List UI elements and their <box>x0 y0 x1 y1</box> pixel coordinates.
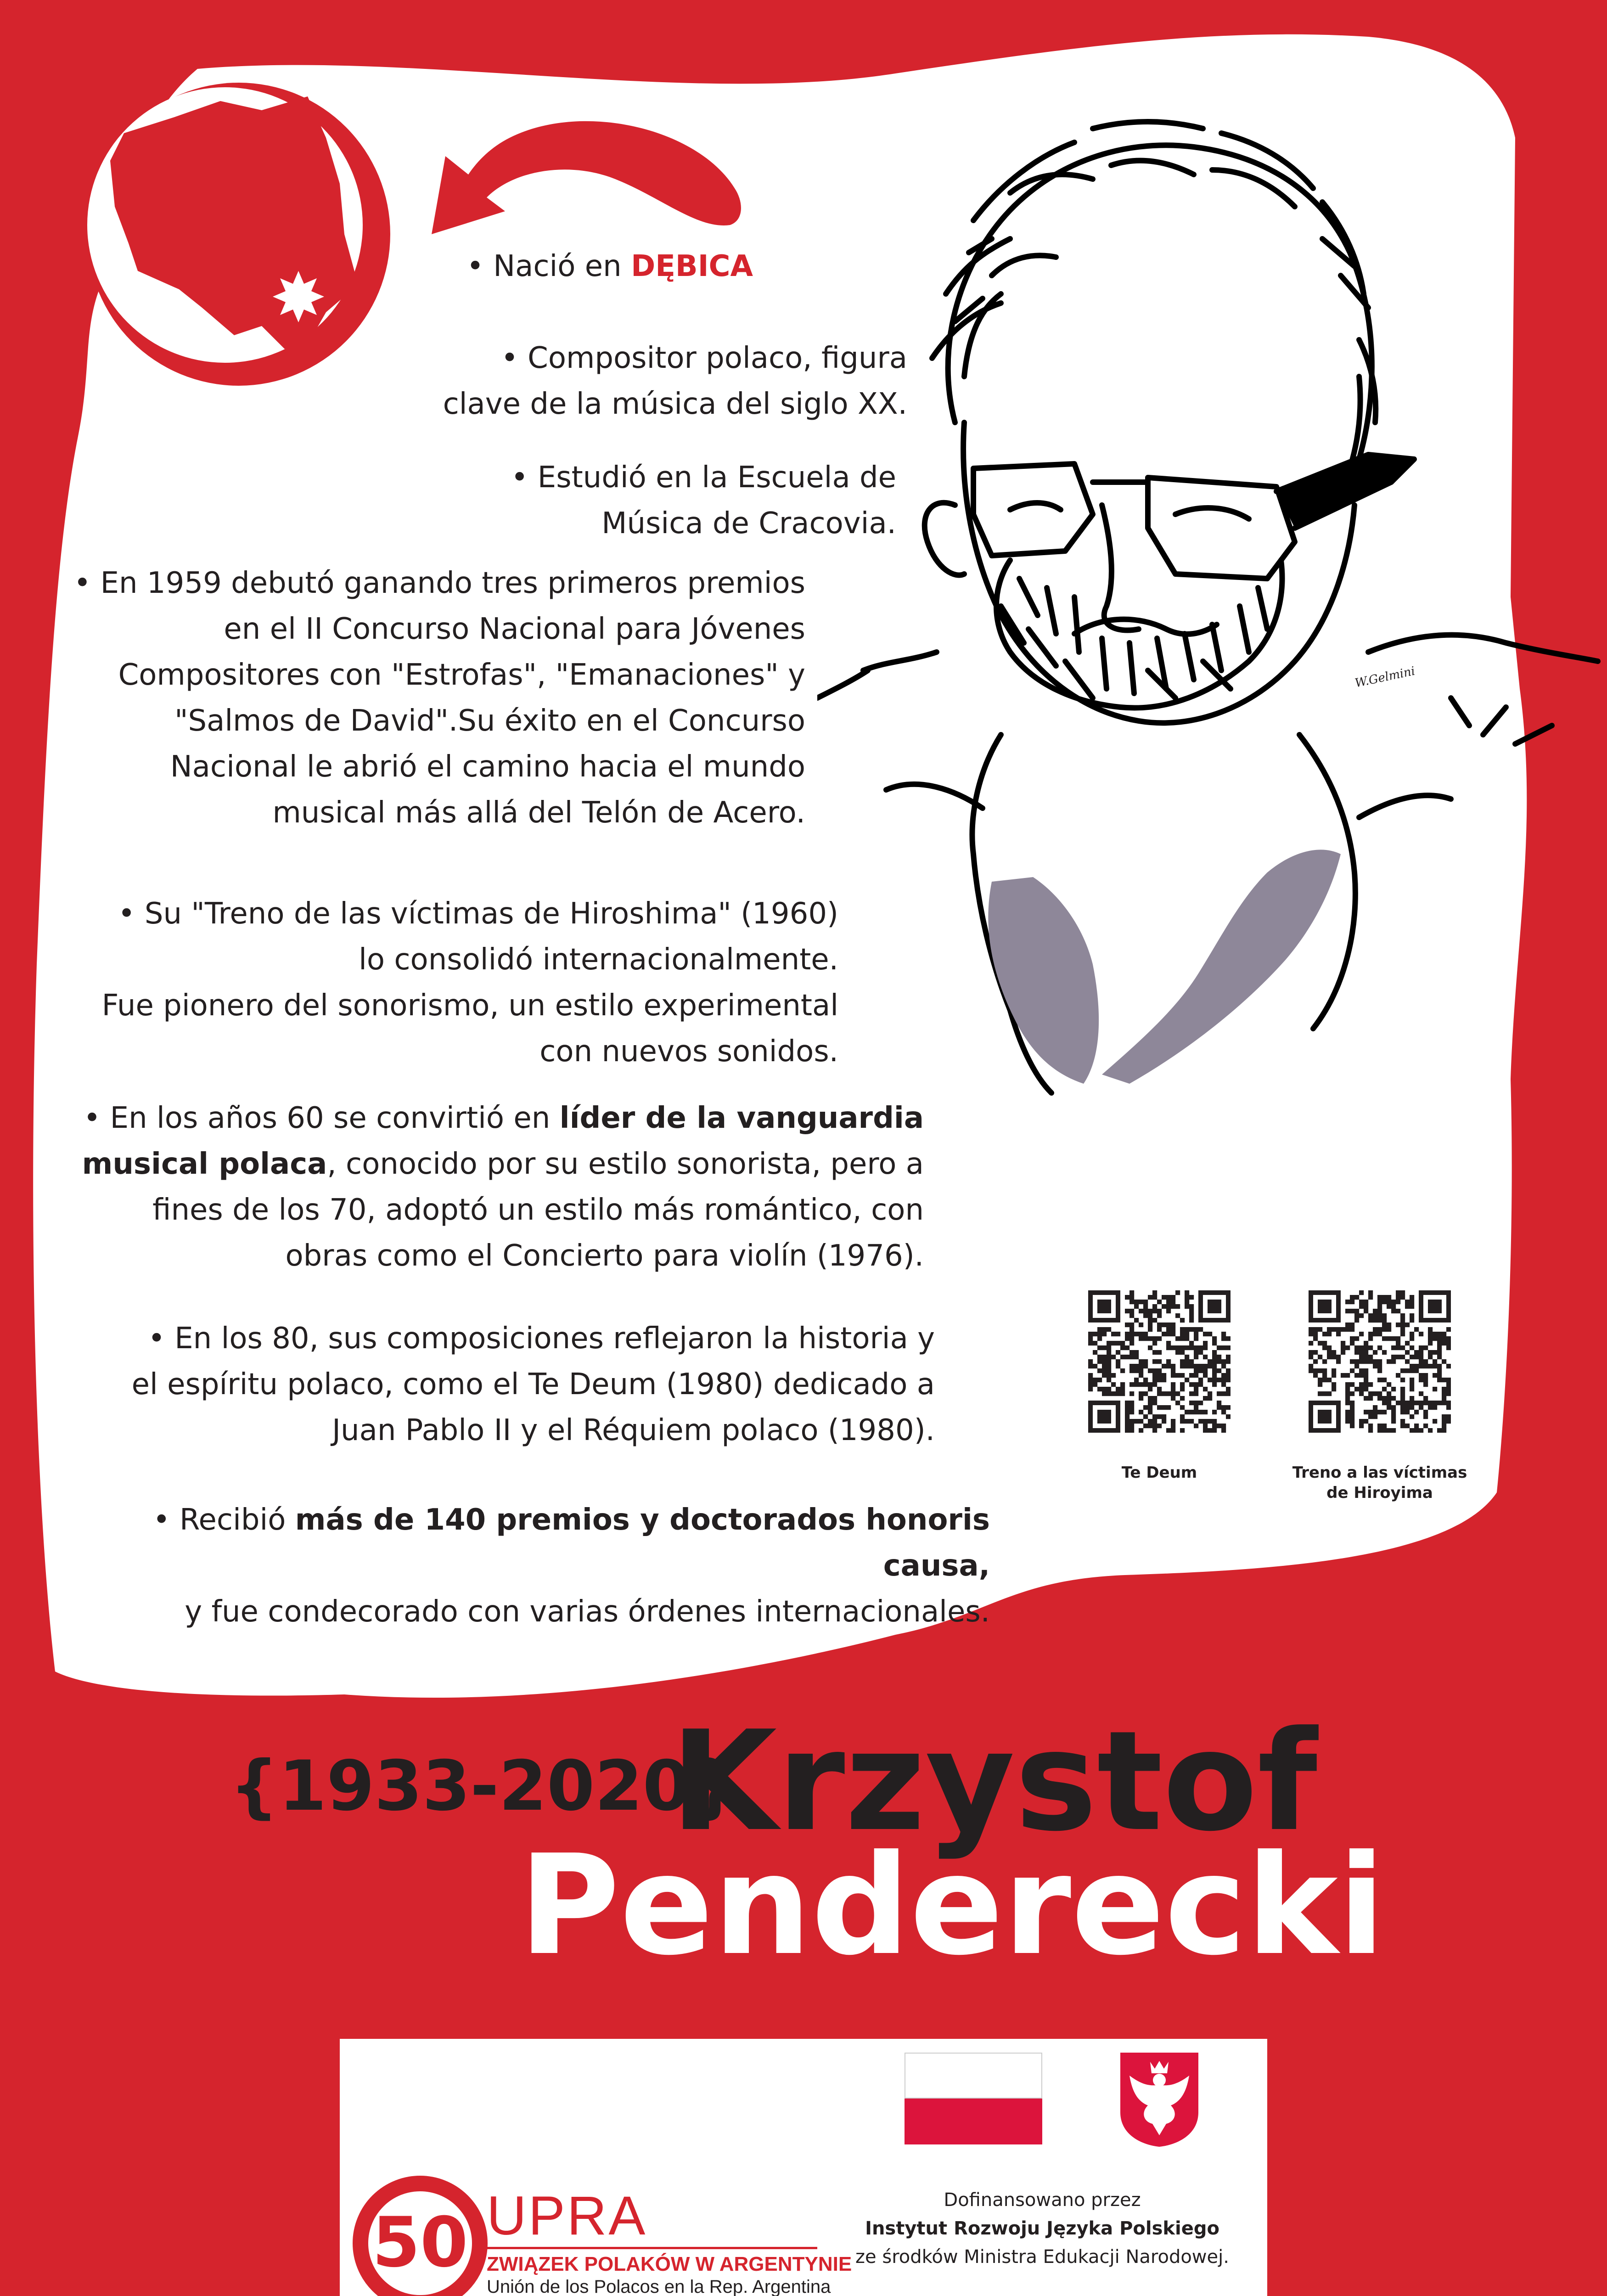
arrow-icon <box>376 110 753 257</box>
bio-paragraph-2: • Estudió en la Escuela de Música de Cracovia. <box>511 461 896 540</box>
bio-paragraph-6: • En los 80, sus composiciones reflejaron la historia y el espíritu polaco, como el Te Deum (1980) dedicado a Juan Pablo II y el Réquiem polaco (1980). <box>131 1322 935 1447</box>
funding-text: Dofinansowano przez Instytut Rozwoju Języka Polskiego ze środków Ministra Edukacji Narodowej. <box>855 2189 1229 2268</box>
upra-divider <box>487 2247 817 2249</box>
bio-paragraph-5: • En los años 60 se convirtió en líder de la vanguardia musical polaca, conocido por su estilo sonorista, pero a fines de los 70, adoptó un estilo más romántico, con obras como el Concierto para violín (1976). <box>82 1101 924 1273</box>
collar-right <box>1102 850 1341 1084</box>
upra-wordmark: UPRA <box>487 2185 647 2246</box>
qr-code-treno[interactable] <box>1309 1290 1451 1433</box>
star-icon <box>273 271 324 322</box>
polish-eagle-emblem-icon <box>1116 2048 1203 2149</box>
bio-paragraph-7: • Recibió más de 140 premios y doctorados honoris causa, y fue condecorado con varias órdenes internacionales. <box>152 1503 990 1629</box>
last-name: Penderecki <box>519 1825 1385 1986</box>
first-name: Krzystof <box>670 1701 1318 1862</box>
qr-caption-te-deum: Te Deum <box>1121 1463 1197 1482</box>
years-label: {1933-2020} <box>230 1746 740 1826</box>
collar-left <box>988 877 1099 1084</box>
portrait-drawing <box>817 101 1607 1148</box>
upra-polish-name: ZWIĄZEK POLAKÓW W ARGENTYNIE <box>487 2253 852 2275</box>
bio-birth: • Nació en DĘBICA <box>466 249 753 283</box>
artist-signature: W.Gelmini <box>1354 664 1416 691</box>
svg-text:50: 50 <box>372 2203 468 2283</box>
qr-caption-treno: Treno a las víctimas de Hiroyima <box>1292 1463 1467 1502</box>
bio-paragraph-4: • Su "Treno de las víctimas de Hiroshima" (1960) lo consolidó internacionalmente. Fue pionero del sonorismo, un estilo experimental con nuevos sonidos. <box>101 897 838 1069</box>
upra-50-logo-icon <box>349 2172 491 2296</box>
bio-paragraph-1: • Compositor polaco, figura clave de la música del siglo XX. <box>443 341 907 421</box>
polish-flag-icon <box>905 2053 1042 2144</box>
birth-city: DĘBICA <box>631 249 753 283</box>
upra-spanish-name: Unión de los Polacos en la Rep. Argentina <box>487 2277 831 2296</box>
qr-code-te-deum[interactable] <box>1088 1290 1231 1433</box>
bio-paragraph-3: • En 1959 debutó ganando tres primeros premios en el II Concurso Nacional para Jóvenes Compositores con "Estrofas", "Emanaciones" y "Salmos de David".Su éxito en el Concurso Nacional le abrió el camino hacia el mundo musical más allá del Telón de Acero. <box>73 566 805 830</box>
